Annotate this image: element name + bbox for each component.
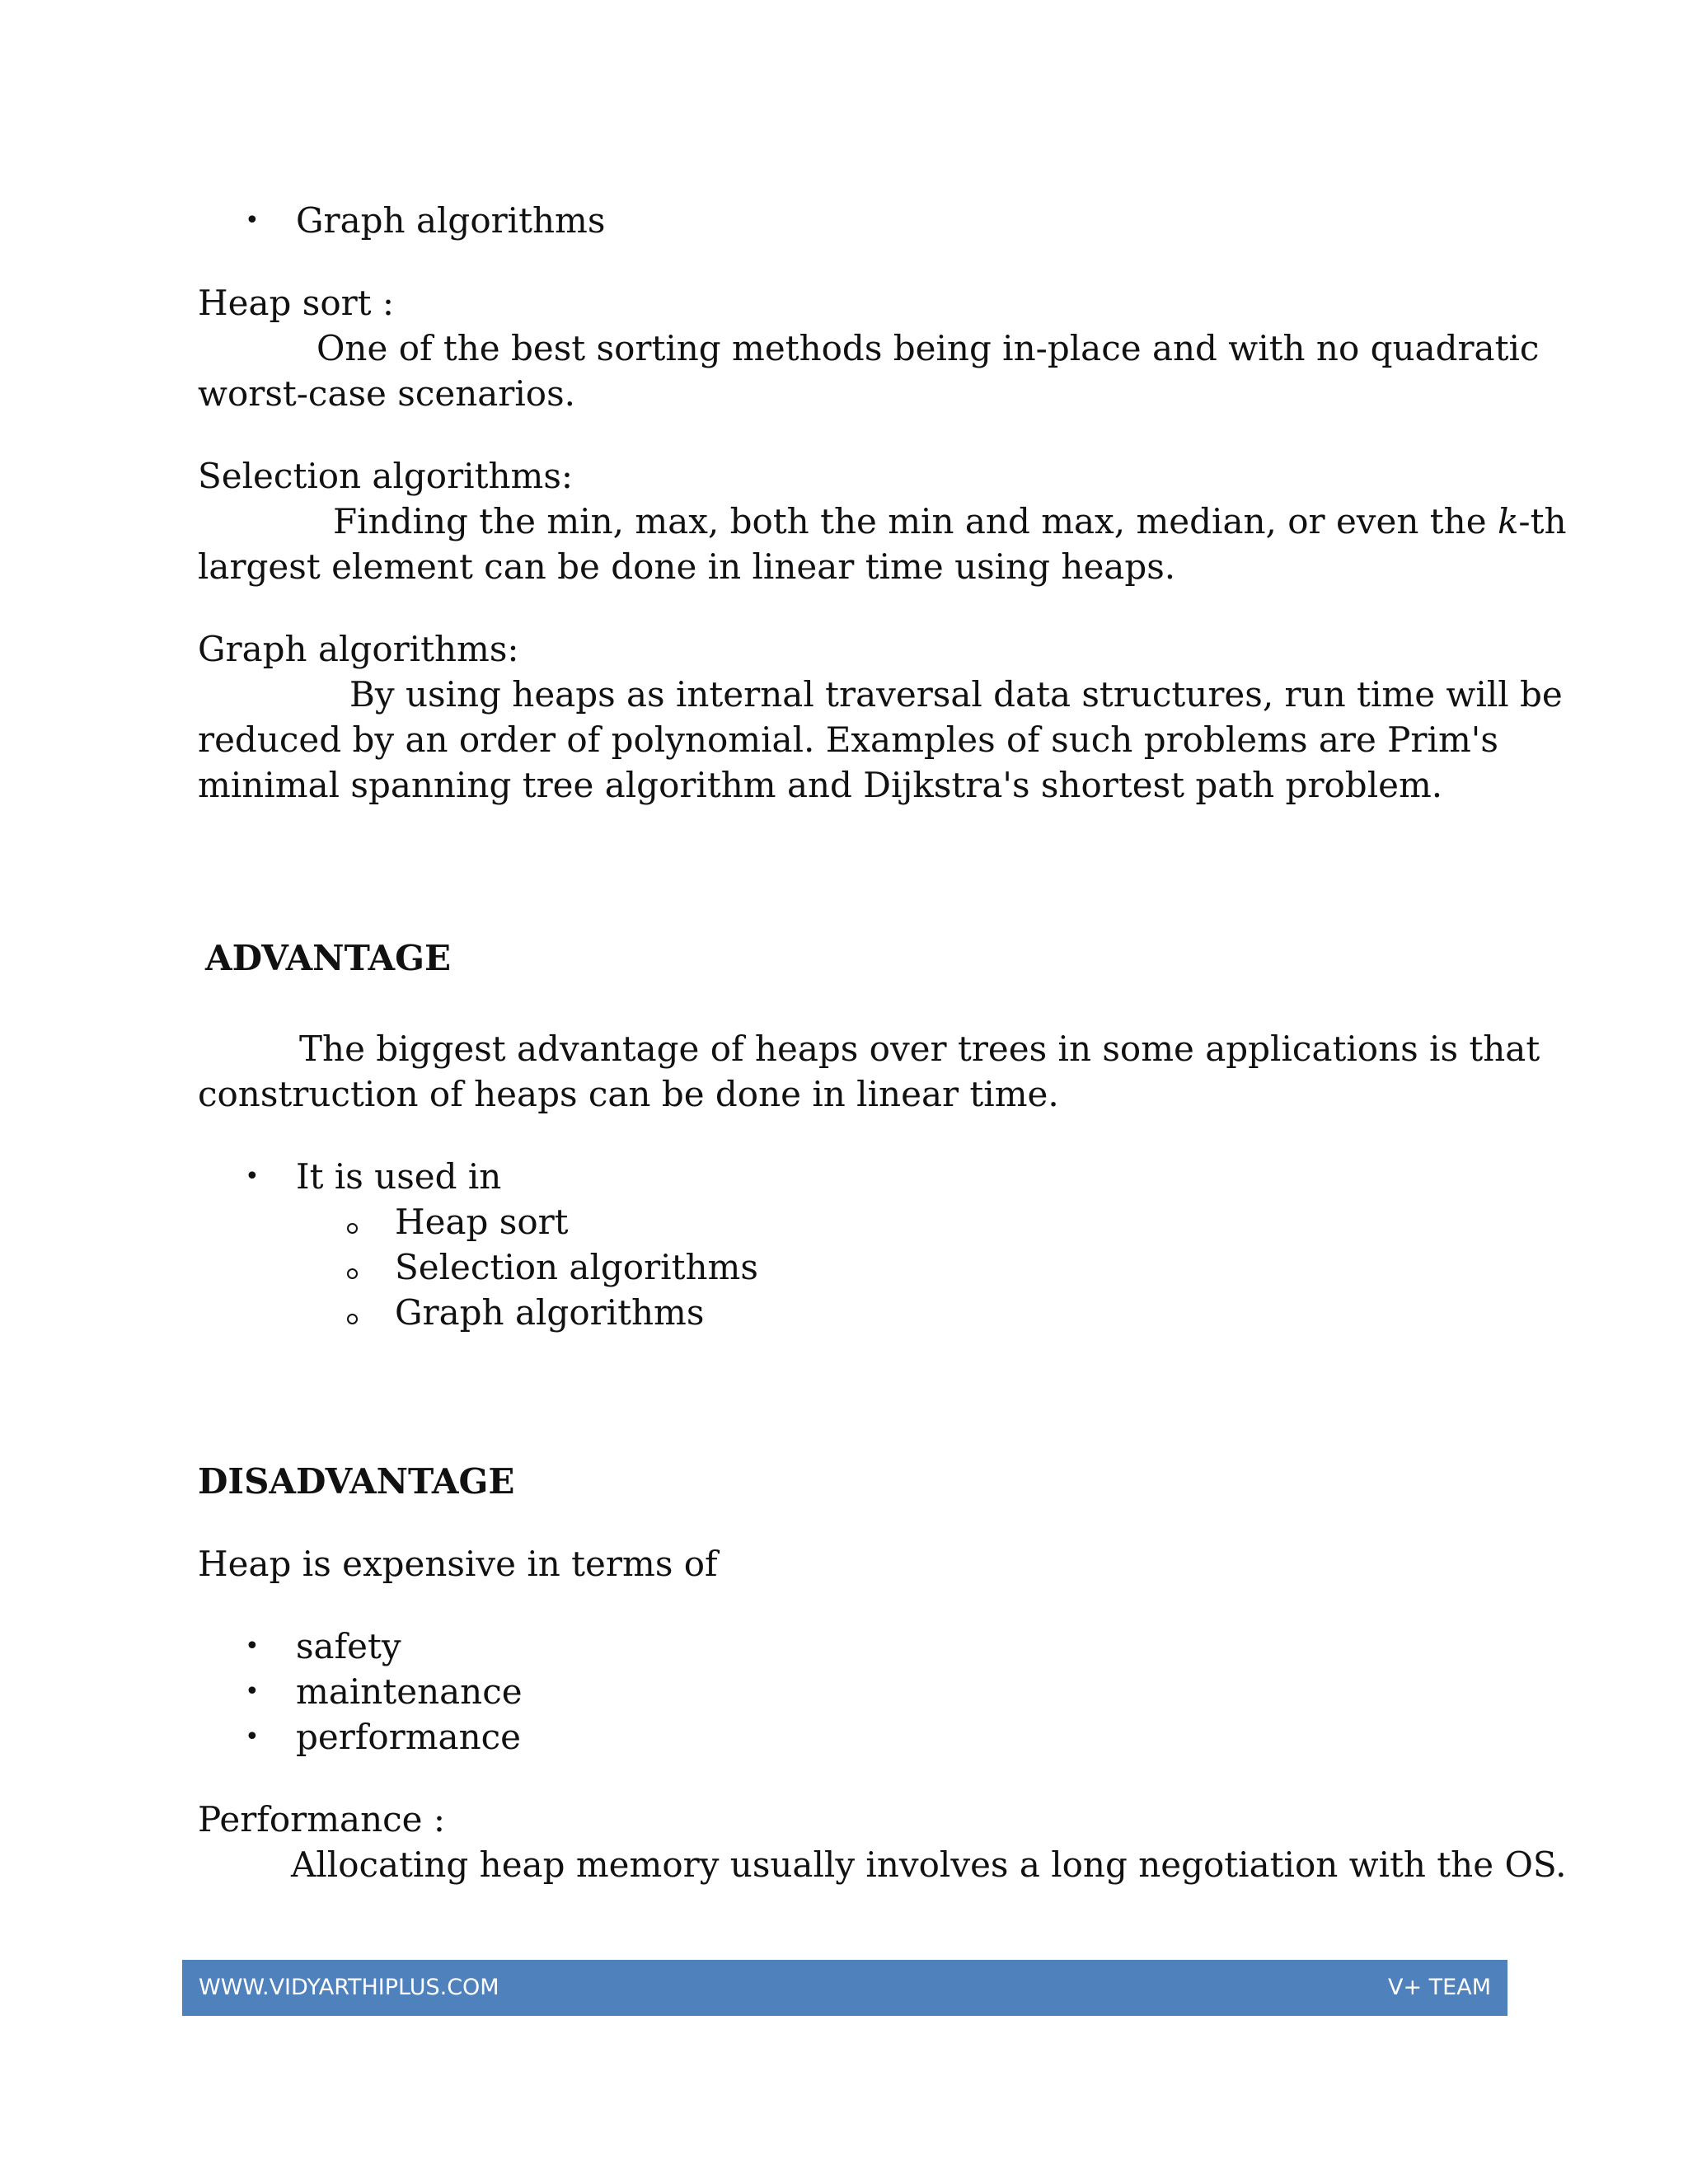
disadvantage-item: safety — [296, 1626, 401, 1666]
disadvantage-item: maintenance — [296, 1671, 523, 1712]
bullet-marker: • — [245, 1162, 260, 1191]
sub-bullet-marker — [347, 1223, 358, 1234]
advantage-subitem: Selection algorithms — [395, 1247, 758, 1287]
selection-text-line2: largest element can be done in linear time using heaps. — [198, 546, 1176, 587]
bullet-marker: • — [245, 1632, 260, 1661]
heap-sort-text-line2: worst-case scenarios. — [198, 373, 575, 414]
advantage-list-intro: It is used in — [296, 1156, 502, 1197]
selection-text-part-a: Finding the min, max, both the min and max, median, or even the — [333, 501, 1498, 541]
advantage-heading: ADVANTAGE — [205, 938, 451, 978]
heap-sort-text-line1: One of the best sorting methods being in-place and with no quadratic — [316, 328, 1540, 368]
heap-sort-heading: Heap sort : — [198, 283, 395, 323]
graph-text-line1: By using heaps as internal traversal data structures, run time will be — [349, 674, 1563, 715]
bullet-marker: • — [245, 1677, 260, 1706]
footer-team-label: V+ TEAM — [1388, 1975, 1491, 2000]
bullet-marker: • — [245, 206, 260, 235]
list-item-graph-algorithms: Graph algorithms — [296, 200, 606, 241]
advantage-text-line2: construction of heaps can be done in linear time. — [198, 1074, 1059, 1114]
performance-heading: Performance : — [198, 1799, 446, 1840]
graph-text-line2: reduced by an order of polynomial. Examples of such problems are Prim's — [198, 719, 1498, 760]
graph-heading: Graph algorithms: — [198, 629, 519, 669]
selection-k-symbol: k — [1497, 501, 1519, 541]
advantage-subitem: Heap sort — [395, 1202, 569, 1242]
sub-bullet-marker — [347, 1314, 358, 1324]
performance-text-line1: Allocating heap memory usually involves a long negotiation with the OS. — [291, 1844, 1567, 1885]
bullet-marker: • — [245, 1722, 260, 1751]
advantage-text-line1: The biggest advantage of heaps over trees in some applications is that — [299, 1029, 1540, 1069]
sub-bullet-marker — [347, 1268, 358, 1279]
footer-website-link[interactable]: WWW.VIDYARTHIPLUS.COM — [199, 1975, 499, 2000]
disadvantage-item: performance — [296, 1717, 522, 1757]
selection-heading: Selection algorithms: — [198, 456, 574, 496]
selection-text-part-b: -th — [1518, 501, 1567, 541]
footer-band — [182, 1960, 1507, 2016]
disadvantage-intro: Heap is expensive in terms of — [198, 1544, 718, 1584]
advantage-subitem: Graph algorithms — [395, 1292, 705, 1333]
disadvantage-heading: DISADVANTAGE — [198, 1461, 515, 1502]
selection-text-line1 — [333, 499, 1567, 544]
graph-text-line3: minimal spanning tree algorithm and Dijkstra's shortest path problem. — [198, 765, 1443, 805]
